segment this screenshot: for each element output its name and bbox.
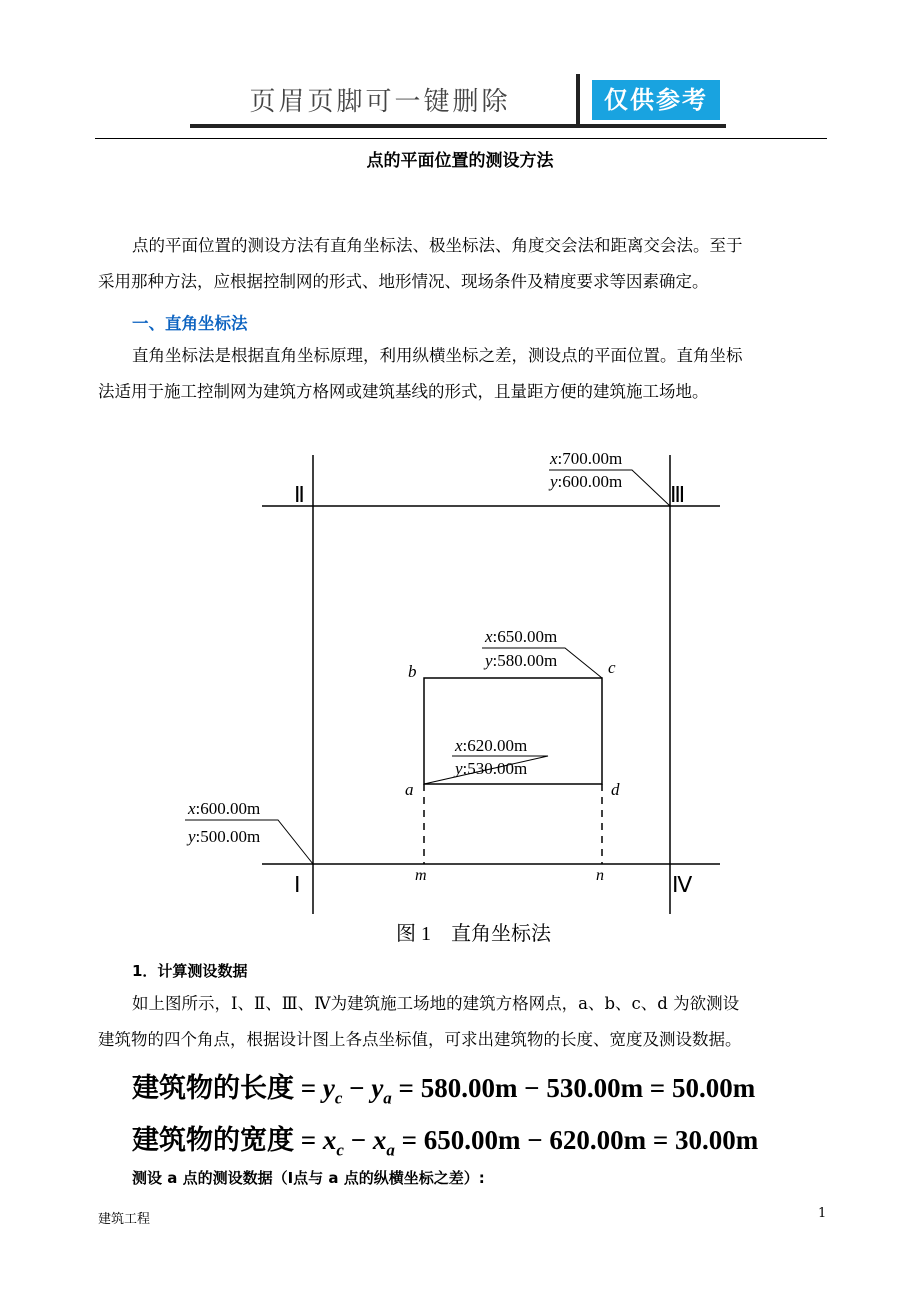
banner-left-text: 页眉页脚可一键删除 [249, 87, 511, 117]
banner-divider [576, 74, 580, 126]
grid-point-III: Ⅲ [670, 482, 686, 507]
intro-line-2: 采用那种方法，应根据控制网的形式、地形情况、现场条件及精度要求等因素确定。 [98, 272, 709, 291]
point-m: m [415, 867, 427, 884]
page-title: 点的平面位置的测设方法 [366, 151, 554, 171]
corner-c: c [608, 658, 616, 677]
coord-c-x: x:650.00m [485, 627, 558, 646]
corner-b: b [408, 662, 417, 681]
figure-caption: 图 1 直角坐标法 [396, 923, 551, 945]
formula-length-label: 建筑物的长度 [132, 1073, 294, 1104]
corner-d: d [611, 780, 620, 799]
grid-point-II: Ⅱ [294, 482, 305, 507]
section1-line-2: 法适用于施工控制网为建筑方格网或建筑基线的形式，且量距方便的建筑施工场地。 [98, 382, 709, 401]
page-number: 1 [818, 1206, 827, 1221]
step1-paragraph [98, 986, 828, 1058]
formula-width: 建筑物的宽度 = $x_c - x_a = 650.00m - 620.00m = 30.00m$ [132, 1125, 759, 1160]
step1-line-1: 如上图所示，Ⅰ、Ⅱ、Ⅲ、Ⅳ为建筑施工场地的建筑方格网点，a、b、c、d 为欲测设 [132, 994, 740, 1013]
section-heading: 一、直角坐标法 [132, 314, 248, 333]
formula-length-expr: 580.00m − 530.00m = 50.00m [420, 1073, 756, 1103]
formula-width-expr: 650.00m − 620.00m = 30.00m [423, 1125, 759, 1155]
header-banner [190, 74, 726, 126]
point-n: n [596, 867, 604, 884]
intro-paragraph [98, 228, 828, 300]
section1-paragraph [98, 338, 828, 410]
section1-line-1: 直角坐标法是根据直角坐标原理，利用纵横坐标之差，测设点的平面位置。直角坐标 [132, 346, 743, 365]
coord-p1-y: y:500.00m [188, 827, 261, 846]
coord-a-x: x:620.00m [455, 736, 528, 755]
formula-width-label: 建筑物的宽度 [132, 1125, 294, 1156]
footer-label: 建筑工程 [98, 1212, 151, 1227]
corner-a: a [405, 780, 414, 799]
coord-p1-x: x:600.00m [188, 799, 261, 818]
coord-p3-x: x:700.00m [550, 449, 623, 468]
step1-heading: 1．计算测设数据 [132, 962, 248, 980]
header-rule [95, 138, 827, 139]
coord-c-y: y:580.00m [485, 651, 558, 670]
intro-line-1: 点的平面位置的测设方法有直角坐标法、极坐标法、角度交会法和距离交会法。至于 [132, 236, 743, 255]
coord-p3-y: y:600.00m [550, 472, 623, 491]
grid-point-I: Ⅰ [294, 872, 301, 897]
grid-point-IV: Ⅳ [672, 872, 693, 897]
last-line: 测设 a 点的测设数据（Ⅰ点与 a 点的纵横坐标之差）: [132, 1169, 485, 1187]
coord-a-y: y:530.00m [455, 759, 528, 778]
rectangular-coordinate-figure [0, 440, 920, 960]
banner-underline [190, 124, 726, 128]
formula-length: 建筑物的长度 = $y_c - y_a = 580.00m - 530.00m = 50.00m$ [132, 1073, 756, 1108]
step1-line-2: 建筑物的四个角点，根据设计图上各点坐标值，可求出建筑物的长度、宽度及测设数据。 [98, 1030, 742, 1049]
banner-reference-badge: 仅供参考 [592, 80, 720, 120]
